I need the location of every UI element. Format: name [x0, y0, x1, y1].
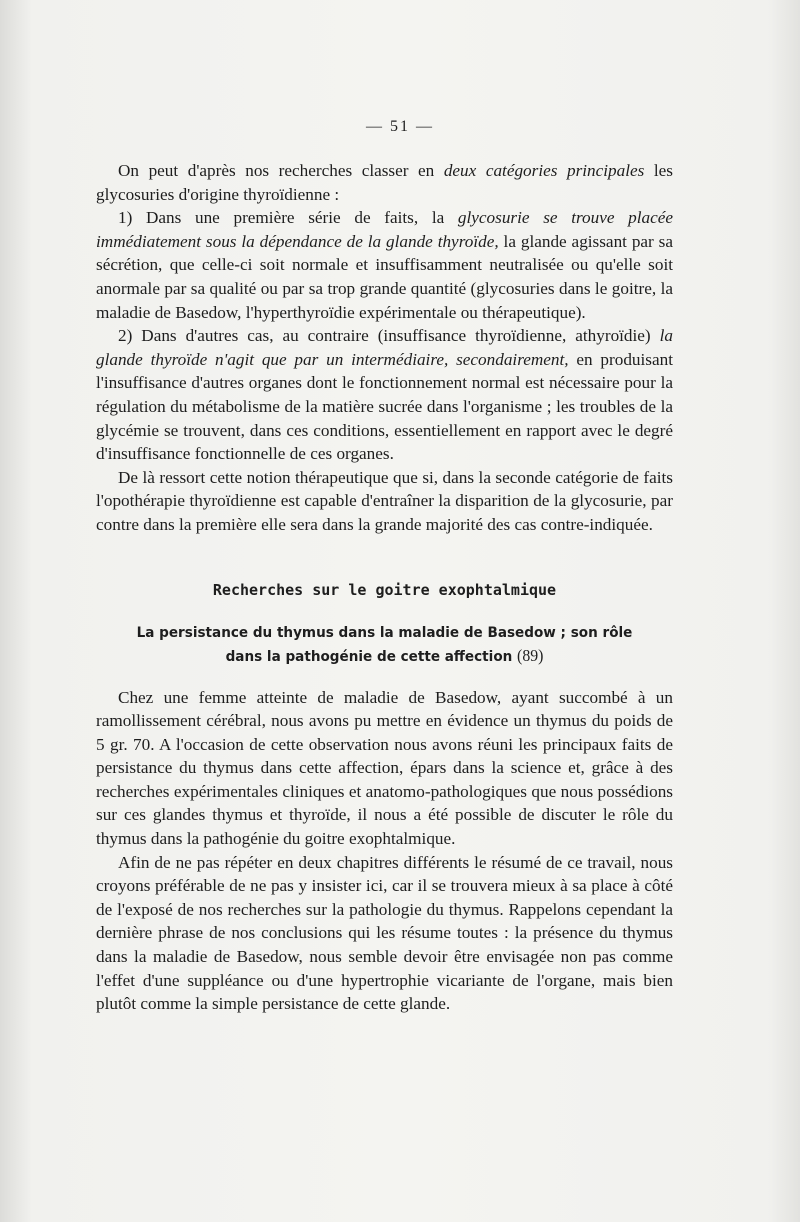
section-body	[96, 686, 673, 1016]
paragraph-3: 2) Dans d'autres cas, au contraire (insuffisance thyroïdienne, athyroïdie) la glande thyroïde n'agit que par un intermédiaire, secondairement, en produisant l'insuffisance d'autres organes dont le fonctionnement normal est nécessaire pour la régulation du métabolisme de la matière sucrée dans l'organisme ; les troubles de la glycémie se trouvent, dans ces conditions, essentiellement en rapport avec le degré d'insuffisance fonctionnelle de ces organes.	[96, 326, 673, 464]
paragraph-2: 1) Dans une première série de faits, la glycosurie se trouve placée immédiatement sous la dépendance de la glande thyroïde, la glande agissant par sa sécrétion, que celle-ci soit normale et insuffisamment neutralisée ou qu'elle soit anormale par sa qualité ou par sa trop grande quantité (glycosuries dans le goitre, la maladie de Basedow, l'hyperthyroïdie expérimentale ou thérapeutique).	[96, 208, 673, 322]
paragraph-1: On peut d'après nos recherches classer en deux catégories principales les glycosuries d'origine thyroïdienne :	[96, 161, 673, 204]
text-block	[96, 159, 673, 1016]
page-number: — 51 —	[366, 118, 434, 135]
emphasis: glycosurie se trouve placée immédiatement sous la dépendance de la glande thyroïde,	[96, 208, 673, 251]
reference-number: (89)	[517, 645, 544, 665]
paragraph-5: Chez une femme atteinte de maladie de Basedow, ayant succombé à un ramollissement cérébral, nous avons pu mettre en évidence un thymus du poids de 5 gr. 70. A l'occasion de cette observation nous avons réuni les principaux faits de persistance du thymus dans cette affection, épars dans la science et, grâce à des recherches expérimentales cliniques et anatomo-pathologiques que nous possédions sur ces glandes thymus et thyroïde, il nous a été possible de discuter le rôle du thymus dans la pathogénie du goitre exophtalmique.	[96, 687, 673, 849]
emphasis: la glande thyroïde n'agit que par un intermédiaire, secondairement,	[96, 326, 673, 369]
emphasis: deux catégories principales	[443, 161, 645, 180]
paragraph-4: De là ressort cette notion thérapeutique que si, dans la seconde catégorie de faits l'opothérapie thyroïdienne est capable d'entraîner la disparition de la glycosurie, par contre dans la première elle sera dans la grande majorité des cas contre-indiquée.	[96, 467, 673, 534]
subsection-heading: La persistance du thymus dans la maladie de Basedow ; son rôle dans la pathogénie de cette affection (89)	[136, 623, 633, 665]
paragraph-6: Afin de ne pas répéter en deux chapitres différents le résumé de ce travail, nous croyons préférable de ne pas y insister ici, car il se trouvera mieux à sa place à côté de l'exposé de nos recherches sur la pathologie du thymus. Rappelons cependant la dernière phrase de nos conclusions qui les résume toutes : la présence du thymus dans la maladie de Basedow, nous semble devoir être envisagée non pas comme l'effet d'une suppléance ou d'une hypertrophie vicariante de l'organe, mais bien plutôt comme la simple persistance de cette glande.	[96, 852, 673, 1014]
section-heading: Recherches sur le goitre exophtalmique	[212, 580, 557, 599]
